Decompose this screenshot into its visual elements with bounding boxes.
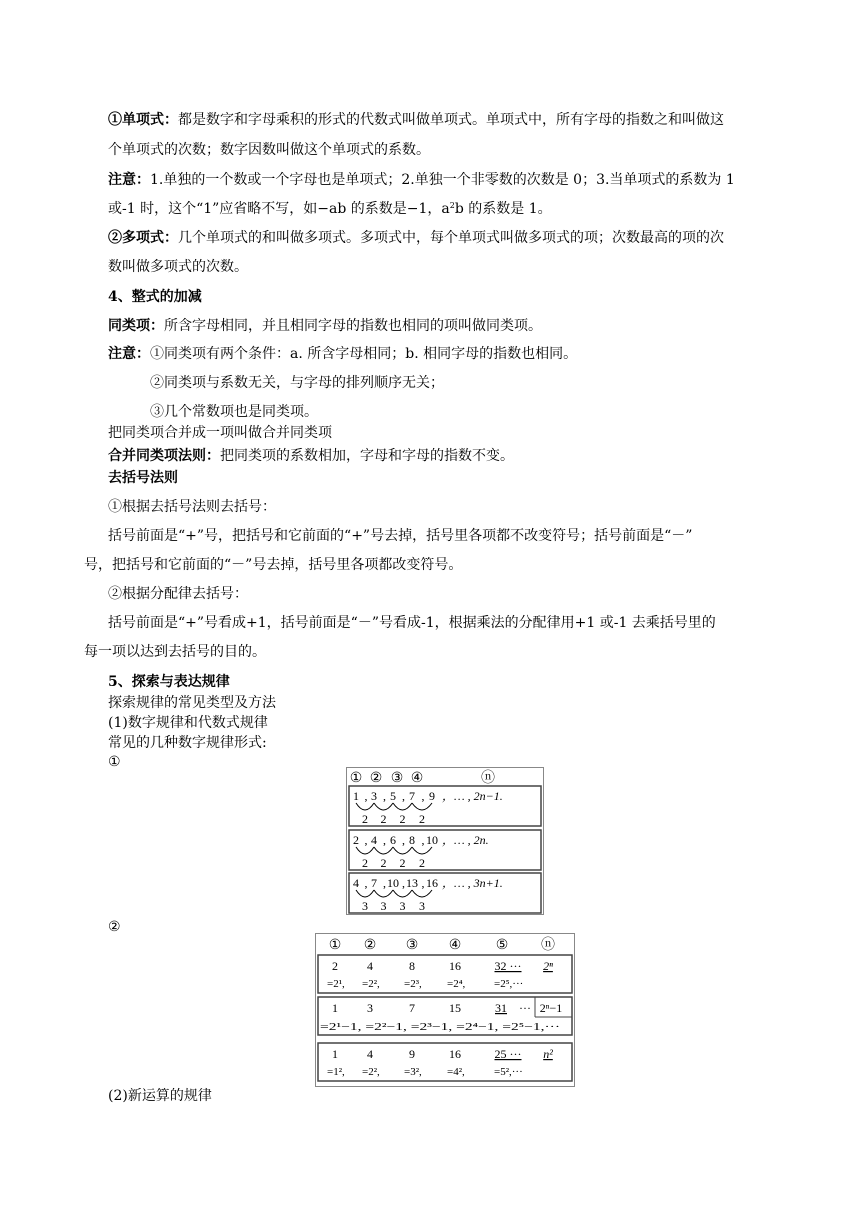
- figure-2-r3-top-4: 25 ···: [494, 1047, 522, 1061]
- figure-2-r3-top-1: 4: [367, 1047, 373, 1061]
- figure-1-diff-2-3: 3: [419, 899, 425, 913]
- figure-1-term-0-3: 7: [409, 789, 415, 803]
- figure-2-row-box-0: [318, 955, 572, 993]
- figure-1-term-2-1: 7: [371, 876, 377, 890]
- sequence-figure-1: [346, 767, 544, 915]
- like-terms-note-2: ②同类项与系数无关，与字母的排列顺序无关；: [150, 375, 444, 391]
- polynomial-text: 几个单项式的和叫做多项式。多项式中，每个单项式叫做多项式的项；次数最高的项的次: [178, 230, 724, 246]
- figure-2-header-2: ③: [405, 938, 419, 953]
- brackets-rule-2-text-1: 括号前面是“+”号看成+1，括号前面是“－”号看成-1，根据乘法的分配律用+1 或-1 去乘括号里的: [108, 615, 716, 631]
- figure-1-comma-0-1: ,: [383, 789, 386, 803]
- figure-1-header-0: ①: [349, 771, 363, 786]
- figure-1-diff-2-1: 3: [380, 899, 387, 913]
- sequence-figure-2: [315, 933, 575, 1087]
- figure-2-r2-top-5: ···: [519, 1001, 531, 1015]
- figure-1-comma-1-1: ,: [383, 833, 386, 847]
- figure-1-arc-1-3: [412, 847, 432, 854]
- figure-1-diff-1-2: 2: [399, 856, 406, 870]
- monomial-line-1: [108, 110, 724, 130]
- figure-1-arc-1-0: [356, 847, 374, 854]
- monomial-line-2: 个单项式的次数；数字因数叫做这个单项式的系数。: [108, 142, 430, 158]
- figure-1-term-0-4: 9: [429, 789, 435, 803]
- combine-rule-label: 合并同类项法则：: [108, 448, 220, 464]
- figure-1-arc-2-2: [393, 890, 412, 897]
- figure-1-arc-1-1: [374, 847, 393, 854]
- figure-2-r2-top-0: 1: [332, 1001, 338, 1015]
- figure-1-header-4: ⓝ: [481, 771, 495, 786]
- like-terms-note-label: 注意：: [108, 346, 150, 362]
- figure-2-r1-top-2: 8: [409, 959, 415, 973]
- figure-1-comma-1-3: ,: [421, 833, 425, 847]
- section4-title: 4、整式的加减: [108, 289, 202, 305]
- figure-1-header-3: ④: [410, 771, 424, 786]
- figure-2-r1-bot-3: =2⁴,: [447, 978, 466, 990]
- figure-2-r3-top-2: 9: [409, 1047, 415, 1061]
- figure-2-r1-bot-0: =2¹,: [327, 978, 345, 990]
- figure-1-arc-2-1: [374, 890, 393, 897]
- brackets-rule-2-text-2: 每一项以达到去括号的目的。: [84, 644, 266, 660]
- figure-1-arc-2-0: [356, 890, 374, 897]
- figure-1-tail-1: ，… , 2n.: [442, 833, 489, 847]
- figure-1-arc-1-2: [393, 847, 412, 854]
- note1-line-2: [108, 199, 552, 219]
- figure-1-term-1-4: 10: [426, 833, 438, 847]
- figure-1-term-1-3: 8: [409, 833, 415, 847]
- figure-1-term-0-0: 1: [353, 789, 359, 803]
- note1-line2-a: 或-1 时，这个“1”应省略不写，如−ab 的系数是−1，a: [108, 201, 450, 217]
- brackets-title: 去括号法则: [108, 470, 178, 486]
- figure-2-r3-bot-2: =3²,: [404, 1066, 422, 1078]
- figure-2-r2-top-6: 2ⁿ−1: [539, 1001, 563, 1015]
- sequence-figure-2-svg: [315, 933, 575, 1087]
- like-terms-note-1: [108, 344, 577, 364]
- figure-2-header-5: ⓝ: [541, 938, 555, 953]
- monomial-label: ①单项式：: [108, 112, 178, 128]
- figure-1-term-1-2: 6: [390, 833, 396, 847]
- figure-1-term-2-0: 4: [353, 876, 359, 890]
- note1-label: 注意：: [108, 172, 150, 188]
- brackets-rule-1-text-1: 括号前面是“+”号，把括号和它前面的“+”号去掉，括号里各项都不改变符号；括号前面是“－”: [108, 528, 693, 544]
- figure-1-diff-1-3: 2: [419, 856, 425, 870]
- figure-2-r3-top-5: n²: [543, 1047, 553, 1061]
- like-terms-note-3: ③几个常数项也是同类项。: [150, 404, 318, 420]
- combine-rule: [108, 446, 514, 466]
- figure-1-tail-2: ，… , 3n+1.: [442, 876, 503, 890]
- note1-line2-b: b 的系数是 1。: [454, 201, 552, 217]
- figure-1-header-2: ③: [390, 771, 404, 786]
- figure-2-r1-top-0: 2: [332, 959, 338, 973]
- figure-2-marker: ②: [108, 919, 121, 935]
- polynomial-label: ②多项式：: [108, 230, 178, 246]
- figure-1-term-2-2: 10: [387, 876, 399, 890]
- figure-2-r3-top-3: 16: [449, 1047, 461, 1061]
- figure-2-r1-bot-4: =2⁵,···: [494, 978, 524, 990]
- figure-1-comma-2-3: ,: [421, 876, 425, 890]
- section5-item-1: (1)数字规律和代数式规律: [108, 715, 268, 731]
- figure-2-header-1: ②: [363, 938, 377, 953]
- brackets-rule-2: ②根据分配律去括号：: [108, 586, 248, 602]
- figure-2-r2-top-1: 3: [367, 1001, 373, 1015]
- figure-1-comma-2-2: ,: [402, 876, 405, 890]
- figure-1-comma-0-2: ,: [402, 789, 405, 803]
- figure-1-diff-0-2: 2: [399, 812, 406, 826]
- figure-1-term-2-4: 16: [426, 876, 438, 890]
- figure-1-term-0-1: 3: [371, 789, 377, 803]
- figure-1-comma-2-1: ,: [383, 876, 386, 890]
- figure-2-r1-bot-1: =2²,: [362, 978, 380, 990]
- figure-1-arc-0-2: [393, 803, 412, 810]
- figure-2-r1-top-4: 32 ···: [494, 959, 522, 973]
- figure-1-term-1-1: 4: [371, 833, 377, 847]
- note1-line-1: [108, 170, 735, 190]
- monomial-text: 都是数字和字母乘积的形式的代数式叫做单项式。单项式中，所有字母的指数之和叫做这: [178, 112, 724, 128]
- figure-1-diff-1-0: 2: [362, 856, 368, 870]
- brackets-rule-1: ①根据去括号法则去括号：: [108, 499, 276, 515]
- figure-2-r1-top-3: 16: [449, 959, 461, 973]
- section5-subtitle: 探索规律的常见类型及方法: [108, 695, 276, 711]
- figure-2-r3-bot-4: =5²,···: [494, 1066, 523, 1078]
- figure-1-comma-0-3: ,: [421, 789, 425, 803]
- figure-2-r1-top-1: 4: [367, 959, 373, 973]
- figure-2-r3-bot-1: =2²,: [362, 1066, 380, 1078]
- figure-2-header-0: ①: [328, 938, 342, 953]
- figure-2-r2-bot: =2¹−1, =2²−1, =2³−1, =2⁴−1, =2⁵−1,···: [320, 1021, 560, 1033]
- section5-item-2: (2)新运算的规律: [108, 1088, 212, 1104]
- polynomial-line-2: 数叫做多项式的次数。: [108, 259, 248, 275]
- figure-2-header-4: ⑤: [495, 938, 509, 953]
- figure-2-r2-top-3: 15: [449, 1001, 461, 1015]
- figure-1-diff-1-1: 2: [380, 856, 387, 870]
- brackets-rule-1-text-2: 号，把括号和它前面的“－”号去掉，括号里各项都改变符号。: [84, 557, 463, 573]
- polynomial-line-1: [108, 228, 724, 248]
- note1-sup: 2: [449, 201, 455, 210]
- figure-2-r3-top-0: 1: [332, 1047, 338, 1061]
- sequence-figure-1-svg: [346, 767, 544, 915]
- figure-2-r3-bot-0: =1²,: [327, 1066, 345, 1078]
- figure-1-diff-0-3: 2: [419, 812, 425, 826]
- section5-item-1-sub: 常见的几种数字规律形式:: [108, 735, 267, 751]
- like-terms-line: [108, 316, 542, 336]
- figure-1-comma-2-0: ,: [364, 876, 368, 890]
- figure-1-header-1: ②: [369, 771, 383, 786]
- combine-rule-text: 把同类项的系数相加，字母和字母的指数不变。: [220, 448, 514, 464]
- figure-2-header-3: ④: [448, 938, 462, 953]
- figure-1-term-1-0: 2: [353, 833, 359, 847]
- figure-1-tail-0: ，… , 2n−1.: [442, 789, 503, 803]
- combine-definition: 把同类项合并成一项叫做合并同类项: [108, 425, 332, 441]
- figure-1-diff-2-2: 3: [399, 899, 406, 913]
- figure-1-comma-1-2: ,: [402, 833, 405, 847]
- figure-1-arc-0-1: [374, 803, 393, 810]
- figure-2-r1-bot-2: =2³,: [404, 978, 422, 990]
- figure-1-term-0-2: 5: [390, 789, 396, 803]
- figure-1-arc-2-3: [412, 890, 432, 897]
- figure-2-r2-top-4: 31: [495, 1001, 507, 1015]
- figure-2-r3-bot-3: =4²,: [447, 1066, 465, 1078]
- figure-1-comma-1-0: ,: [364, 833, 368, 847]
- figure-2-r2-top-2: 7: [409, 1001, 415, 1015]
- like-terms-text: 所含字母相同，并且相同字母的指数也相同的项叫做同类项。: [164, 318, 542, 334]
- figure-2-row-box-2: [318, 1043, 572, 1081]
- note1-text: 1.单独的一个数或一个字母也是单项式；2.单独一个非零数的次数是 0；3.当单项式的系数为 1: [150, 172, 735, 188]
- figure-1-diff-0-1: 2: [380, 812, 387, 826]
- figure-1-arc-0-0: [356, 803, 374, 810]
- figure-1-diff-2-0: 3: [362, 899, 368, 913]
- like-terms-label: 同类项：: [108, 318, 164, 334]
- figure-2-frame: [316, 934, 575, 1087]
- figure-2-r1-top-5: 2ⁿ: [543, 959, 553, 973]
- figure-1-diff-0-0: 2: [362, 812, 368, 826]
- figure-1-comma-0-0: ,: [364, 789, 368, 803]
- figure-1-arc-0-3: [412, 803, 432, 810]
- figure-1-term-2-3: 13: [406, 876, 418, 890]
- figure-1-marker: ①: [108, 754, 121, 770]
- section5-title: 5、探索与表达规律: [108, 674, 230, 690]
- like-terms-note-1-text: ①同类项有两个条件：a. 所含字母相同；b. 相同字母的指数也相同。: [150, 346, 578, 362]
